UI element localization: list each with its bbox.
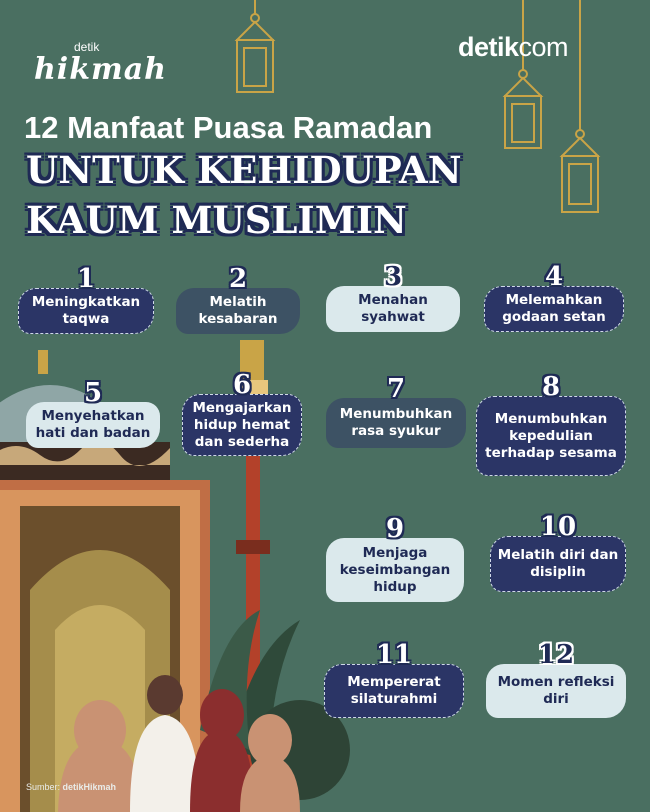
logo-detik: detik xyxy=(458,32,519,62)
logo-hikmah: hikmah xyxy=(34,52,167,87)
benefit-number: 10 xyxy=(539,512,577,542)
benefit-item-12 xyxy=(486,640,626,718)
source-credit xyxy=(26,782,116,792)
benefit-item-4 xyxy=(484,262,624,332)
source-label: Sumber: xyxy=(26,782,61,792)
benefit-text: Melatih diri dan disiplin xyxy=(490,536,626,592)
benefit-number: 9 xyxy=(385,514,405,544)
benefit-item-1 xyxy=(18,264,154,334)
benefit-number: 12 xyxy=(537,640,575,670)
benefit-item-9 xyxy=(326,514,464,602)
benefit-text: Menyehatkan hati dan badan xyxy=(26,402,160,448)
detikcom-logo xyxy=(458,32,568,63)
logo-com: com xyxy=(518,32,569,62)
benefit-item-7 xyxy=(326,374,466,448)
benefit-number: 5 xyxy=(83,378,103,408)
benefit-item-10 xyxy=(490,512,626,592)
logo-detik-small: detik xyxy=(74,40,100,54)
source-value: detikHikmah xyxy=(62,782,117,792)
benefit-item-11 xyxy=(324,640,464,718)
benefit-item-8 xyxy=(476,372,626,476)
benefit-text: Momen refleksi diri xyxy=(486,664,626,718)
title-line-1: 12 Manfaat Puasa Ramadan xyxy=(24,110,433,145)
benefit-item-5 xyxy=(26,378,160,448)
benefit-item-2 xyxy=(176,264,300,334)
benefit-item-6 xyxy=(182,370,302,456)
title-line-2: UNTUK KEHIDUPAN xyxy=(26,148,462,192)
benefit-number: 11 xyxy=(375,640,413,670)
benefit-number: 8 xyxy=(541,372,561,402)
benefit-number: 6 xyxy=(232,370,252,400)
detikhikmah-logo xyxy=(34,40,167,86)
benefit-text: Menumbuhkan kepedulian terhadap sesama xyxy=(476,396,626,476)
benefit-text: Melatih kesabaran xyxy=(176,288,300,334)
benefit-number: 1 xyxy=(76,264,96,294)
benefit-number: 4 xyxy=(544,262,564,292)
benefit-text: Menahan syahwat xyxy=(326,286,460,332)
benefit-item-3 xyxy=(326,262,460,332)
benefit-text: Melemahkan godaan setan xyxy=(484,286,624,332)
benefit-text: Menjaga keseimbangan hidup xyxy=(326,538,464,602)
benefit-number: 7 xyxy=(386,374,406,404)
benefit-text: Mempererat silaturahmi xyxy=(324,664,464,718)
benefit-number: 3 xyxy=(383,262,403,292)
benefit-text: Meningkatkan taqwa xyxy=(18,288,154,334)
benefit-text: Menumbuhkan rasa syukur xyxy=(326,398,466,448)
title-line-3: KAUM MUSLIMIN xyxy=(26,198,407,242)
benefit-number: 2 xyxy=(228,264,248,294)
benefit-text: Mengajarkan hidup hemat dan sederha xyxy=(182,394,302,456)
